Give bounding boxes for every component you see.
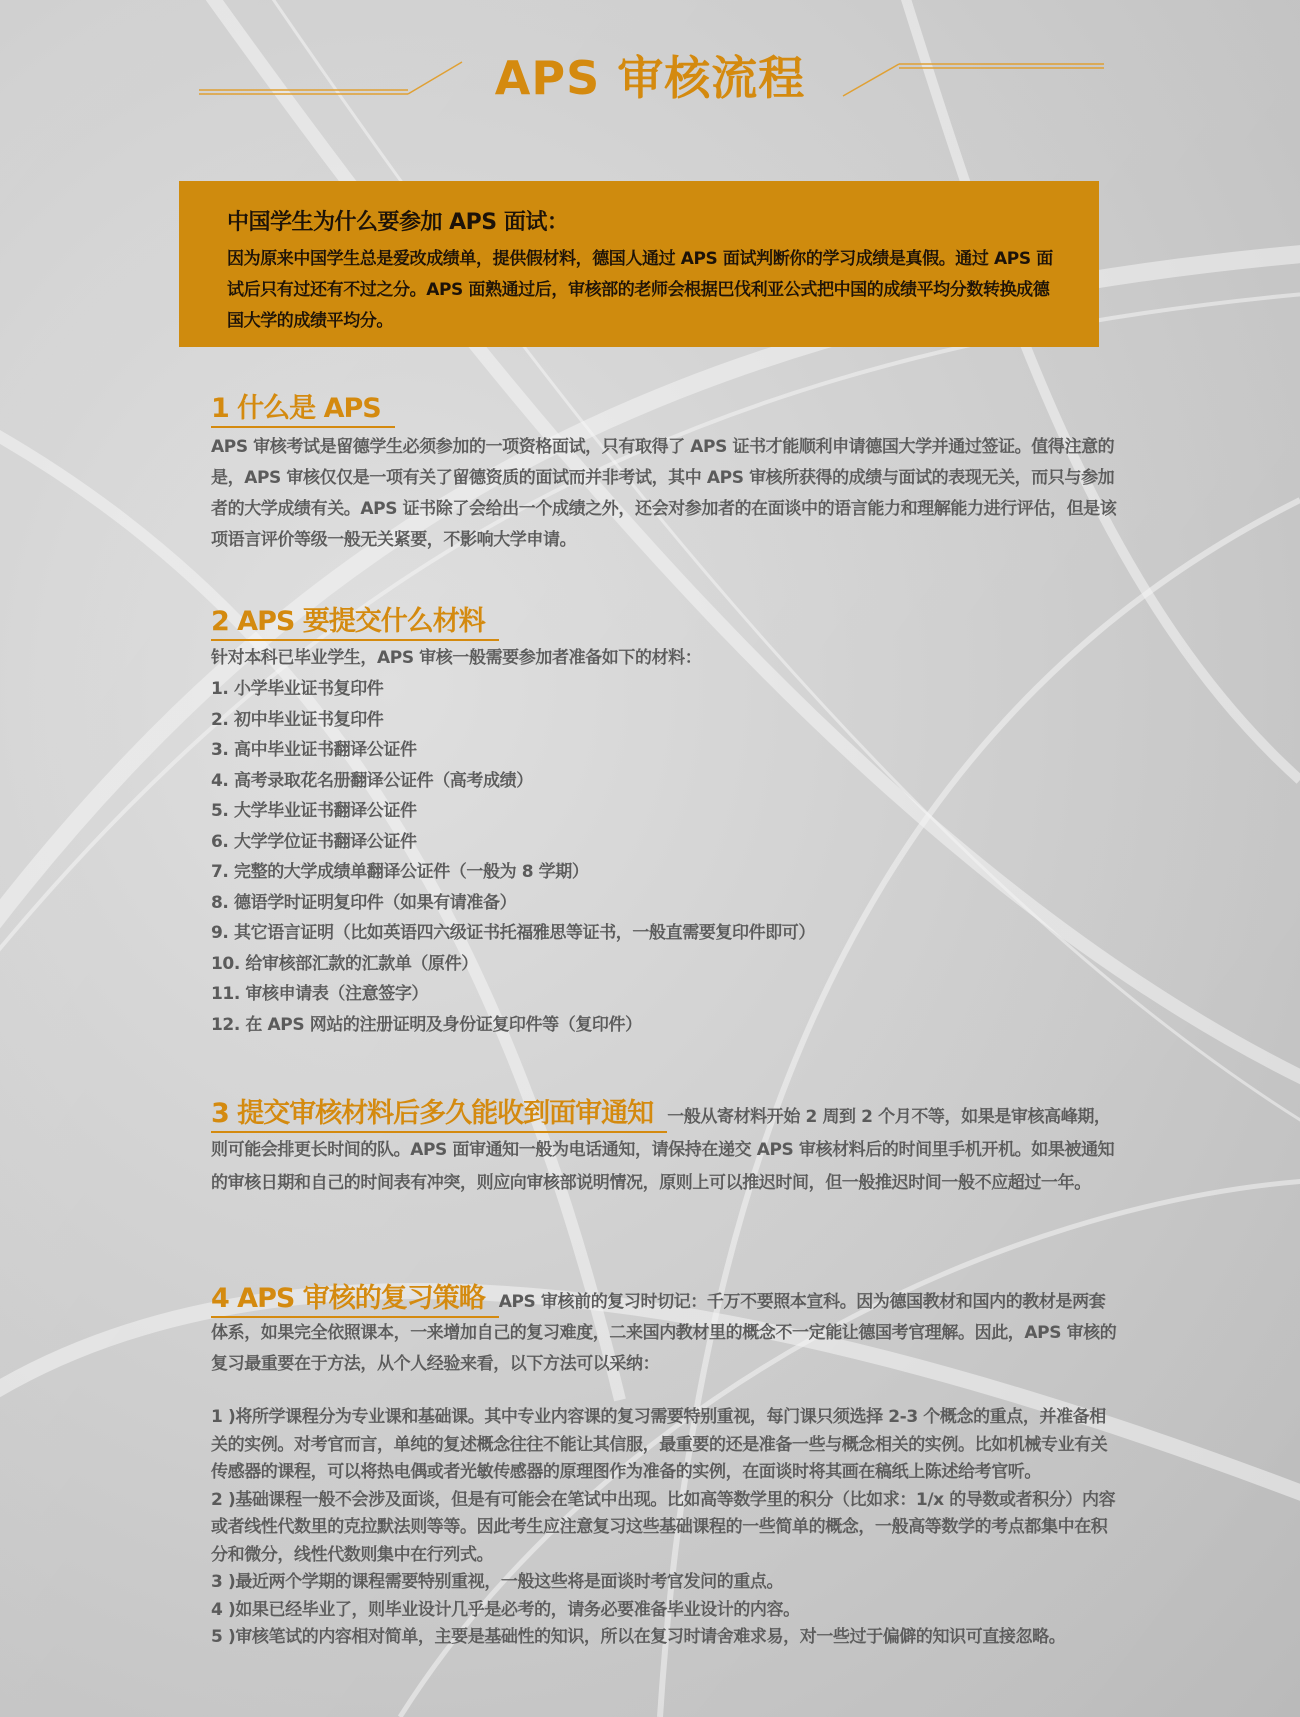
list-item: 1. 小学毕业证书复印件 xyxy=(211,679,384,699)
list-item: 8. 德语学时证明复印件（如果有请准备） xyxy=(211,892,517,913)
review-tip: 5 )审核笔试的内容相对简单，主要是基础性的知识，所以在复习时请舍难求易，对一些过于偏僻的知识可直接忽略。 xyxy=(211,1627,1066,1647)
list-item: 3. 高中毕业证书翻译公证件 xyxy=(211,740,417,760)
section-2-intro: 针对本科已毕业学生，APS 审核一般需要参加者准备如下的材料： xyxy=(211,648,702,668)
page-title: APS 审核流程 xyxy=(494,51,806,105)
section-1 xyxy=(211,392,1121,556)
section-3-text: 则可能会排更长时间的队。APS 面审通知一般为电话通知，请保持在递交 APS 审核材料后的时间里手机开机。如果被通知的审核日期和自己的时间表有冲突，则应向审核部说明情况，原则上可以推迟时间，但一般推迟时间一般不应超过一年。 xyxy=(211,1140,1115,1193)
materials-list xyxy=(211,674,1121,1040)
review-tip: 3 )最近两个学期的课程需要特别重视，一般这些将是面谈时考官发问的重点。 xyxy=(211,1572,784,1592)
list-item: 4. 高考录取花名册翻译公证件（高考成绩） xyxy=(211,770,533,791)
section-4-heading: 4 APS 审核的复习策略 xyxy=(211,1282,499,1318)
section-2-heading: 2 APS 要提交什么材料 xyxy=(211,605,499,641)
list-item: 10. 给审核部汇款的汇款单（原件） xyxy=(211,953,478,974)
section-4-text: 体系，如果完全依照课本，一来增加自己的复习难度，二来国内教材里的概念不一定能让德国考官理解。因此，APS 审核的复习最重要在于方法，从个人经验来看，以下方法可以采纳： xyxy=(211,1323,1117,1374)
review-tip: 2 )基础课程一般不会涉及面谈，但是有可能会在笔试中出现。比如高等数学里的积分（比如求：1/x 的导数或者积分）内容或者线性代数里的克拉默法则等等。因此考生应注意复习这些基础课程的一些简单的概念，一般高等数学的考点都集中在积分和微分，线性代数则集中在行列式。 xyxy=(211,1489,1116,1565)
section-4 xyxy=(211,1282,1121,1652)
section-2 xyxy=(211,605,1121,1040)
intro-text: 因为原来中国学生总是爱改成绩单，提供假材料，德国人通过 APS 面试判断你的学习成绩是真假。通过 APS 面试后只有过还有不过之分。APS 面熟通过后，审核部的老师会根据巴伐利亚公式把中国的成绩平均分数转换成德国大学的成绩平均分。 xyxy=(227,249,1053,331)
list-item: 12. 在 APS 网站的注册证明及身份证复印件等（复印件） xyxy=(211,1014,642,1035)
section-3-block xyxy=(211,1097,1121,1200)
section-1-text: APS 审核考试是留德学生必须参加的一项资格面试，只有取得了 APS 证书才能顺利申请德国大学并通过签证。值得注意的是，APS 审核仅仅是一项有关了留德资质的面试而并非考试，其中 APS 审核所获得的成绩与面试的表现无关，而只与参加者的大学成绩有关。APS 证书除了会给出一个成绩之外，还会对参加者的在面谈中的语言能力和理解能力进行评估，但是该项语言评价等级一般无关紧要，不影响大学申请。 xyxy=(211,437,1117,550)
section-3 xyxy=(211,1097,1121,1200)
title-area xyxy=(0,42,1300,122)
section-4-block xyxy=(211,1282,1121,1380)
list-item: 11. 审核申请表（注意签字） xyxy=(211,984,429,1004)
section-3-inline-text: 一般从寄材料开始 2 周到 2 个月不等，如果是审核高峰期， xyxy=(667,1107,1111,1127)
section-1-heading: 1 什么是 APS xyxy=(211,392,395,428)
list-item: 2. 初中毕业证书复印件 xyxy=(211,709,384,730)
list-item: 9. 其它语言证明（比如英语四六级证书托福雅思等证书，一般直需要复印件即可） xyxy=(211,923,816,943)
list-item: 6. 大学学位证书翻译公证件 xyxy=(211,831,417,852)
review-tip: 4 )如果已经毕业了，则毕业设计几乎是必考的，请务必要准备毕业设计的内容。 xyxy=(211,1599,800,1620)
review-tip: 1 )将所学课程分为专业课和基础课。其中专业内容课的复习需要特别重视，每门课只须选择 2-3 个概念的重点，并准备相关的实例。对考官而言，单纯的复述概念往往不能让其信服，最重要的还是准备一些与概念相关的实例。比如机械专业有关传感器的课程，可以将热电偶或者光敏传感器的原理图作为准备的实例，在面谈时将其画在稿纸上陈述给考官听。 xyxy=(211,1407,1108,1482)
list-item: 5. 大学毕业证书翻译公证件 xyxy=(211,801,417,821)
intro-title: 中国学生为什么要参加 APS 面试： xyxy=(227,210,569,235)
section-3-heading: 3 提交审核材料后多久能收到面审通知 xyxy=(211,1097,667,1133)
intro-box xyxy=(179,181,1099,347)
list-item: 7. 完整的大学成绩单翻译公证件（一般为 8 学期） xyxy=(211,862,589,882)
section-4-inline-text: APS 审核前的复习时切记：千万不要照本宣科。因为德国教材和国内的教材是两套 xyxy=(498,1292,1106,1312)
